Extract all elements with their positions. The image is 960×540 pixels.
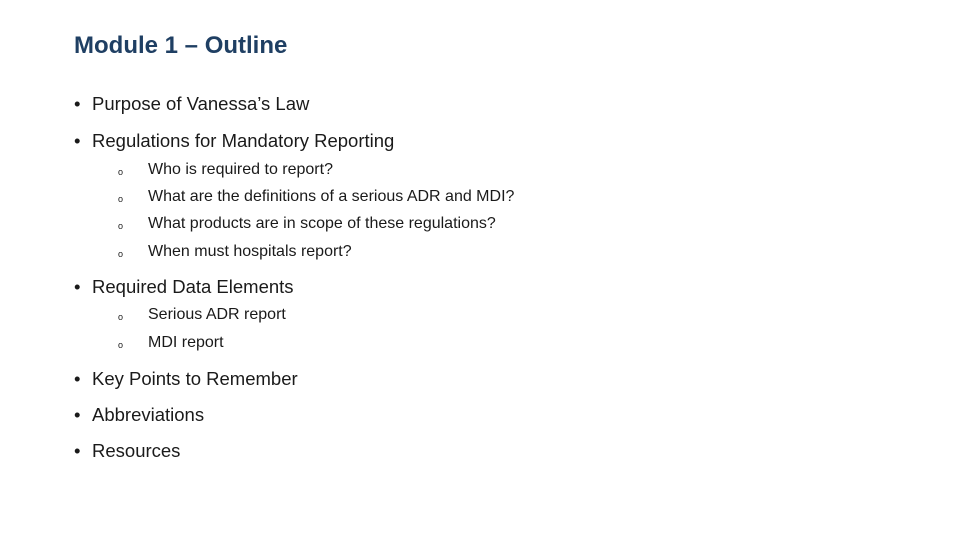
outline-item-label: Key Points to Remember xyxy=(92,368,298,389)
sub-bullet-icon: o xyxy=(118,248,124,259)
outline-item-key-points xyxy=(74,368,298,390)
outline-subitem-label: What are the definitions of a serious ADR and MDI? xyxy=(148,188,515,205)
outline-subitem xyxy=(118,334,224,352)
outline-item-resources xyxy=(74,440,180,462)
outline-subitem-label: When must hospitals report? xyxy=(148,243,352,260)
outline-subitem xyxy=(118,306,286,324)
outline-subitem-label: MDI report xyxy=(148,334,224,351)
outline-subitem xyxy=(118,215,496,233)
bullet-icon: • xyxy=(74,368,81,389)
bullet-icon: • xyxy=(74,93,81,114)
sub-bullet-icon: o xyxy=(118,193,124,204)
outline-item-label: Purpose of Vanessa’s Law xyxy=(92,93,310,114)
sub-bullet-icon: o xyxy=(118,166,124,177)
outline-subitem xyxy=(118,243,352,261)
sub-bullet-icon: o xyxy=(118,311,124,322)
bullet-icon: • xyxy=(74,276,81,297)
outline-subitem-label: Serious ADR report xyxy=(148,306,286,323)
outline-item-data-elements xyxy=(74,276,294,298)
outline-item-abbreviations xyxy=(74,404,204,426)
bullet-icon: • xyxy=(74,130,81,151)
sub-bullet-icon: o xyxy=(118,339,124,350)
outline-item-label: Abbreviations xyxy=(92,404,205,425)
outline-subitem-label: Who is required to report? xyxy=(148,161,333,178)
outline-item-label: Regulations for Mandatory Reporting xyxy=(92,130,395,151)
slide-title: Module 1 – Outline xyxy=(74,32,288,59)
bullet-icon: • xyxy=(74,440,81,461)
outline-item-label: Resources xyxy=(92,440,181,461)
sub-bullet-icon: o xyxy=(118,220,124,231)
outline-subitem xyxy=(118,161,333,179)
outline-subitem-label: What products are in scope of these regulations? xyxy=(148,215,496,232)
outline-item-regulations xyxy=(74,130,394,152)
outline-item-purpose xyxy=(74,93,309,115)
outline-subitem xyxy=(118,188,514,206)
bullet-icon: • xyxy=(74,404,81,425)
outline-item-label: Required Data Elements xyxy=(92,276,294,297)
